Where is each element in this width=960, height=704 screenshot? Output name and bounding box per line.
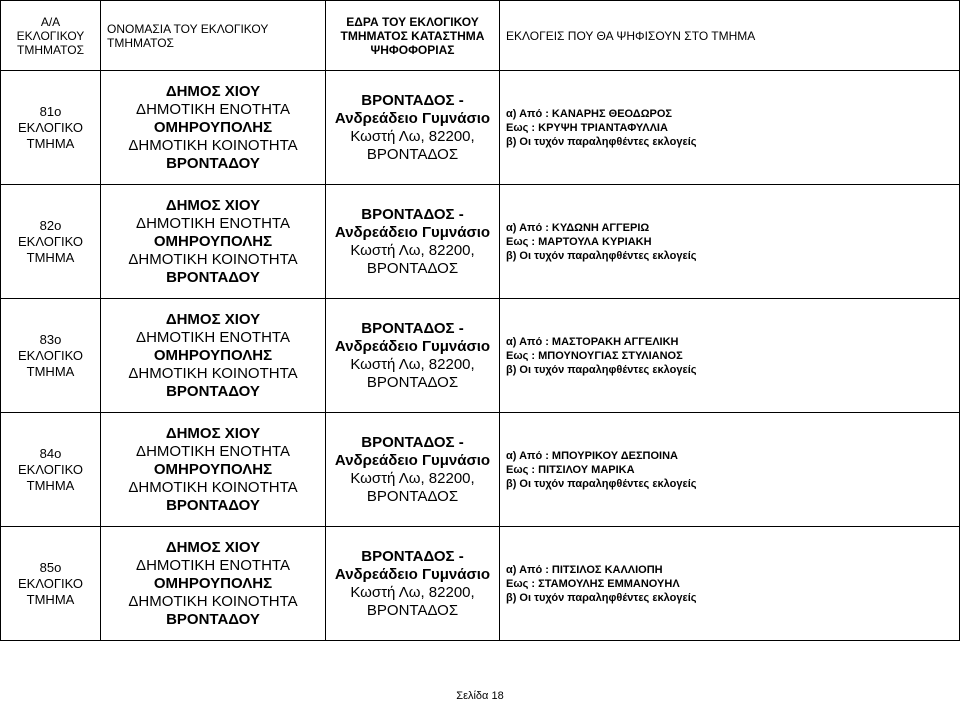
station-seat-cell-line: Κωστή Λω, 82200,	[350, 127, 475, 145]
station-name-cell-line: ΒΡΟΝΤΑΔΟΥ	[166, 154, 260, 172]
station-name-cell-line: ΟΜΗΡΟΥΠΟΛΗΣ	[153, 232, 273, 250]
station-seat-cell-line: ΒΡΟΝΤΑΔΟΣ	[366, 487, 459, 505]
station-name-cell-line: ΒΡΟΝΤΑΔΟΥ	[166, 496, 260, 514]
station-seat-cell	[326, 71, 500, 185]
station-seat-cell-line: Κωστή Λω, 82200,	[350, 583, 475, 601]
station-number-cell-line: ΤΜΗΜΑ	[26, 477, 75, 493]
station-number-cell-line: ΕΚΛΟΓΙΚΟ	[17, 461, 84, 477]
table-row	[1, 527, 960, 641]
station-number-cell-line: ΤΜΗΜΑ	[26, 249, 75, 265]
header-text: Α/Α	[40, 14, 61, 29]
station-seat-cell-line: ΒΡΟΝΤΑΔΟΣ	[366, 259, 459, 277]
station-seat-cell-line: Ανδρεάδειο Γυμνάσιο	[334, 451, 491, 469]
station-name-cell-line: ΒΡΟΝΤΑΔΟΥ	[166, 268, 260, 286]
station-seat-cell	[326, 185, 500, 299]
header-station-number	[1, 1, 101, 71]
station-seat-cell-line: ΒΡΟΝΤΑΔΟΣ -	[361, 547, 464, 565]
voters-cell-line: Εως : ΣΤΑΜΟΥΛΗΣ ΕΜΜΑΝΟΥΗΛ	[506, 577, 680, 590]
station-name-cell-line: ΟΜΗΡΟΥΠΟΛΗΣ	[153, 346, 273, 364]
voters-cell-line: Εως : ΜΠΟΥΝΟΥΓΙΑΣ ΣΤΥΛΙΑΝΟΣ	[506, 349, 683, 362]
header-station-name	[101, 1, 326, 71]
header-station-seat	[326, 1, 500, 71]
station-name-cell-line: ΔΗΜΟΣ ΧΙΟΥ	[165, 538, 261, 556]
voters-cell-line: Εως : ΜΑΡΤΟΥΛΑ ΚΥΡΙΑΚΗ	[506, 235, 652, 248]
station-number-cell	[1, 71, 101, 185]
station-seat-cell-line: Κωστή Λω, 82200,	[350, 355, 475, 373]
station-name-cell	[101, 185, 326, 299]
station-number-cell-line: 82ο	[39, 217, 62, 233]
station-seat-cell-line: Ανδρεάδειο Γυμνάσιο	[334, 565, 491, 583]
station-name-cell-line: ΔΗΜΟΤΙΚΗ ΚΟΙΝΟΤΗΤΑ	[128, 136, 298, 154]
station-name-cell-line: ΔΗΜΟΤΙΚΗ ΚΟΙΝΟΤΗΤΑ	[128, 592, 298, 610]
station-name-cell-line: ΔΗΜΟΤΙΚΗ ΚΟΙΝΟΤΗΤΑ	[128, 364, 298, 382]
table-row	[1, 299, 960, 413]
header-text: ΤΜΗΜΑΤΟΣ ΚΑΤΑΣΤΗΜΑ	[340, 28, 485, 43]
voters-cell-line: α) Από : ΚΑΝΑΡΗΣ ΘΕΟΔΩΡΟΣ	[506, 107, 673, 120]
station-name-cell	[101, 299, 326, 413]
table-row	[1, 413, 960, 527]
station-name-cell-line: ΔΗΜΟΤΙΚΗ ΚΟΙΝΟΤΗΤΑ	[128, 478, 298, 496]
station-number-cell	[1, 299, 101, 413]
station-number-cell-line: ΕΚΛΟΓΙΚΟ	[17, 575, 84, 591]
station-seat-cell-line: ΒΡΟΝΤΑΔΟΣ -	[361, 205, 464, 223]
header-text: ΤΜΗΜΑΤΟΣ	[107, 35, 174, 50]
station-seat-cell	[326, 527, 500, 641]
station-name-cell-line: ΔΗΜΟΣ ΧΙΟΥ	[165, 196, 261, 214]
station-seat-cell-line: ΒΡΟΝΤΑΔΟΣ	[366, 145, 459, 163]
station-seat-cell-line: Κωστή Λω, 82200,	[350, 469, 475, 487]
station-seat-cell-line: Ανδρεάδειο Γυμνάσιο	[334, 337, 491, 355]
voters-cell	[500, 71, 960, 185]
header-text: ΟΝΟΜΑΣΙΑ ΤΟΥ ΕΚΛΟΓΙΚΟΥ	[107, 21, 269, 36]
station-name-cell-line: ΔΗΜΟΣ ΧΙΟΥ	[165, 82, 261, 100]
voters-cell-line: β) Οι τυχόν παραληφθέντες εκλογείς	[506, 591, 697, 604]
station-name-cell-line: ΔΗΜΟΤΙΚΗ ΕΝΟΤΗΤΑ	[136, 328, 290, 346]
station-name-cell-line: ΟΜΗΡΟΥΠΟΛΗΣ	[153, 460, 273, 478]
header-text: ΕΚΛΟΓΙΚΟΥ	[16, 28, 85, 43]
table-row	[1, 71, 960, 185]
station-name-cell-line: ΟΜΗΡΟΥΠΟΛΗΣ	[153, 118, 273, 136]
station-name-cell	[101, 413, 326, 527]
station-name-cell	[101, 71, 326, 185]
station-name-cell-line: ΔΗΜΟΣ ΧΙΟΥ	[165, 424, 261, 442]
station-seat-cell-line: ΒΡΟΝΤΑΔΟΣ	[366, 373, 459, 391]
station-number-cell-line: 83ο	[39, 331, 62, 347]
page-number: Σελίδα 18	[456, 690, 504, 702]
voters-cell-line: β) Οι τυχόν παραληφθέντες εκλογείς	[506, 363, 697, 376]
station-name-cell-line: ΔΗΜΟΤΙΚΗ ΚΟΙΝΟΤΗΤΑ	[128, 250, 298, 268]
station-number-cell-line: ΤΜΗΜΑ	[26, 363, 75, 379]
station-number-cell-line: ΤΜΗΜΑ	[26, 591, 75, 607]
table-body	[1, 71, 960, 641]
station-seat-cell-line: ΒΡΟΝΤΑΔΟΣ -	[361, 433, 464, 451]
station-seat-cell-line: Ανδρεάδειο Γυμνάσιο	[334, 109, 491, 127]
station-seat-cell	[326, 299, 500, 413]
station-name-cell-line: ΒΡΟΝΤΑΔΟΥ	[166, 382, 260, 400]
voters-cell-line: α) Από : ΜΑΣΤΟΡΑΚΗ ΑΓΓΕΛΙΚΗ	[506, 335, 679, 348]
station-number-cell-line: ΕΚΛΟΓΙΚΟ	[17, 119, 84, 135]
table-row	[1, 185, 960, 299]
station-number-cell-line: 84ο	[39, 445, 62, 461]
station-number-cell-line: 81ο	[39, 103, 62, 119]
station-seat-cell-line: ΒΡΟΝΤΑΔΟΣ -	[361, 319, 464, 337]
voters-cell-line: Εως : ΠΙΤΣΙΛΟΥ ΜΑΡΙΚΑ	[506, 463, 635, 476]
header-row	[1, 1, 960, 71]
header-text: ΕΔΡΑ ΤΟΥ ΕΚΛΟΓΙΚΟΥ	[346, 14, 479, 29]
header-text: ΤΜΗΜΑΤΟΣ	[17, 42, 84, 57]
voters-cell-line: α) Από : ΜΠΟΥΡΙΚΟΥ ΔΕΣΠΟΙΝΑ	[506, 449, 678, 462]
station-number-cell	[1, 413, 101, 527]
station-seat-cell-line: ΒΡΟΝΤΑΔΟΣ	[366, 601, 459, 619]
station-name-cell-line: ΔΗΜΟΤΙΚΗ ΕΝΟΤΗΤΑ	[136, 214, 290, 232]
voters-cell-line: β) Οι τυχόν παραληφθέντες εκλογείς	[506, 249, 697, 262]
voters-cell-line: α) Από : ΚΥΔΩΝΗ ΑΓΓΕΡΙΩ	[506, 221, 650, 234]
header-text: ΨΗΦΟΦΟΡΙΑΣ	[370, 42, 455, 57]
station-number-cell	[1, 185, 101, 299]
station-seat-cell	[326, 413, 500, 527]
station-name-cell-line: ΔΗΜΟΤΙΚΗ ΕΝΟΤΗΤΑ	[136, 442, 290, 460]
header-text: ΕΚΛΟΓΕΙΣ ΠΟΥ ΘΑ ΨΗΦΙΣΟΥΝ ΣΤΟ ΤΜΗΜΑ	[506, 28, 756, 43]
station-number-cell-line: 85ο	[39, 559, 62, 575]
voters-cell	[500, 185, 960, 299]
station-seat-cell-line: Κωστή Λω, 82200,	[350, 241, 475, 259]
station-name-cell-line: ΔΗΜΟΤΙΚΗ ΕΝΟΤΗΤΑ	[136, 100, 290, 118]
voters-cell-line: Εως : ΚΡΥΨΗ ΤΡΙΑΝΤΑΦΥΛΛΙΑ	[506, 121, 668, 134]
station-number-cell-line: ΕΚΛΟΓΙΚΟ	[17, 233, 84, 249]
voters-cell-line: α) Από : ΠΙΤΣΙΛΟΣ ΚΑΛΛΙΟΠΗ	[506, 563, 663, 576]
station-seat-cell-line: ΒΡΟΝΤΑΔΟΣ -	[361, 91, 464, 109]
station-seat-cell-line: Ανδρεάδειο Γυμνάσιο	[334, 223, 491, 241]
station-number-cell-line: ΕΚΛΟΓΙΚΟ	[17, 347, 84, 363]
voters-cell	[500, 299, 960, 413]
voters-cell-line: β) Οι τυχόν παραληφθέντες εκλογείς	[506, 477, 697, 490]
station-name-cell-line: ΟΜΗΡΟΥΠΟΛΗΣ	[153, 574, 273, 592]
voters-cell-line: β) Οι τυχόν παραληφθέντες εκλογείς	[506, 135, 697, 148]
station-number-cell-line: ΤΜΗΜΑ	[26, 135, 75, 151]
station-name-cell	[101, 527, 326, 641]
voters-cell	[500, 527, 960, 641]
station-name-cell-line: ΔΗΜΟΤΙΚΗ ΕΝΟΤΗΤΑ	[136, 556, 290, 574]
station-name-cell-line: ΒΡΟΝΤΑΔΟΥ	[166, 610, 260, 628]
voters-cell	[500, 413, 960, 527]
station-name-cell-line: ΔΗΜΟΣ ΧΙΟΥ	[165, 310, 261, 328]
header-voters	[500, 1, 960, 71]
station-number-cell	[1, 527, 101, 641]
